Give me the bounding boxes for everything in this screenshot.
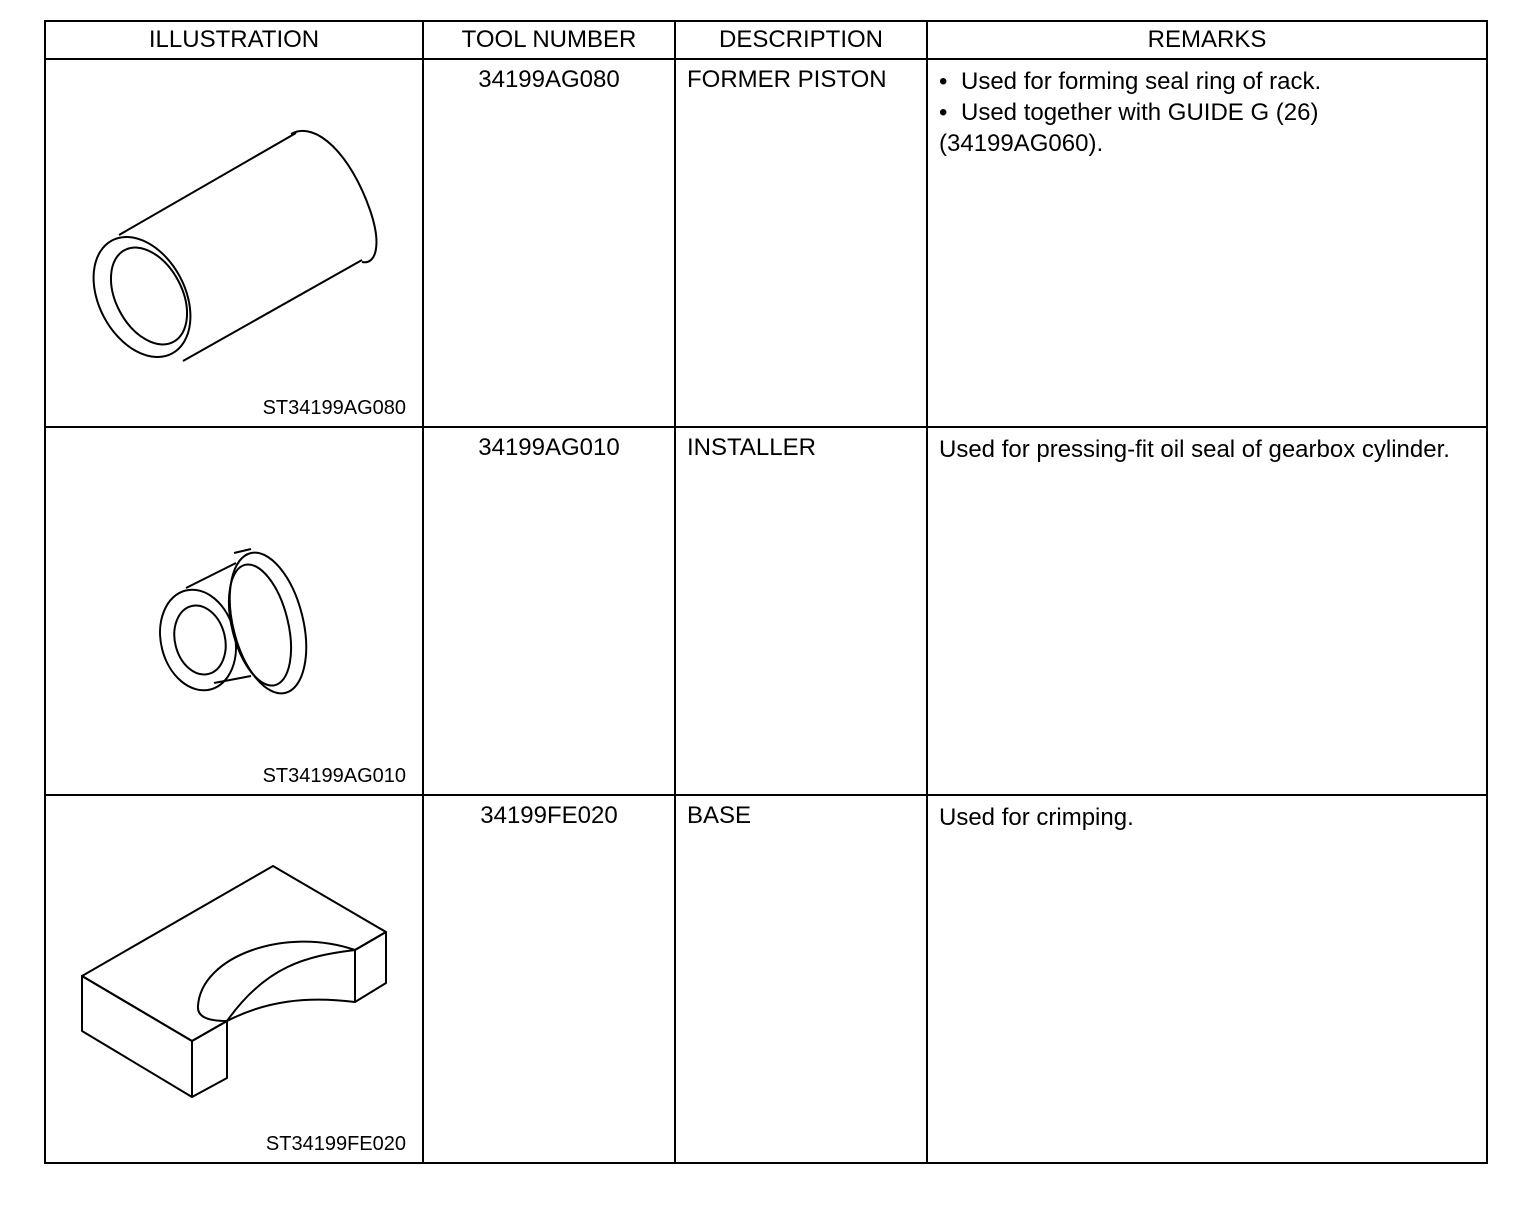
table-row (45, 427, 1487, 795)
remarks-cell (927, 795, 1487, 1163)
tool-number-cell (423, 427, 675, 795)
cylinder-sleeve-icon (46, 60, 422, 426)
remark-text: Used for crimping. (939, 804, 1134, 831)
header-row (45, 21, 1487, 59)
remarks-list (939, 66, 1476, 159)
remarks-cell (927, 59, 1487, 427)
tool-number: 34199AG010 (478, 434, 620, 461)
illustration-code: ST34199FE020 (265, 1133, 406, 1155)
table-row (45, 795, 1487, 1163)
remarks-cell (927, 427, 1487, 795)
tool-number: 34199AG080 (478, 66, 620, 93)
description: FORMER PISTON (687, 66, 887, 93)
tool-number: 34199FE020 (480, 802, 618, 829)
special-tools-table (44, 20, 1488, 1164)
table-row (45, 59, 1487, 427)
description: INSTALLER (687, 434, 816, 461)
header-tool-number: TOOL NUMBER (423, 21, 675, 59)
illustration-code: ST34199AG080 (262, 397, 406, 419)
header-illustration: ILLUSTRATION (45, 21, 423, 59)
illustration-cell (45, 795, 423, 1163)
tool-number-cell (423, 795, 675, 1163)
illustration-code: ST34199AG010 (262, 765, 406, 787)
description-cell (675, 427, 927, 795)
description-cell (675, 795, 927, 1163)
remark-text: Used for pressing-fit oil seal of gearbox cylinder. (939, 436, 1450, 463)
bullet-icon: • (939, 68, 948, 95)
illustration-cell (45, 427, 423, 795)
remark-item: • Used together with GUIDE G (26) (939, 99, 1319, 126)
remark-item: • Used for forming seal ring of rack. (939, 68, 1322, 95)
bullet-icon: • (939, 99, 948, 126)
description: BASE (687, 802, 752, 829)
header-description: DESCRIPTION (675, 21, 927, 59)
header-remarks: REMARKS (927, 21, 1487, 59)
description-cell (675, 59, 927, 427)
stepped-bushing-icon (46, 428, 422, 794)
illustration-cell (45, 59, 423, 427)
tool-number-cell (423, 59, 675, 427)
remark-item-continuation: (34199AG060). (939, 130, 1104, 157)
crimp-base-block-icon (46, 796, 422, 1162)
